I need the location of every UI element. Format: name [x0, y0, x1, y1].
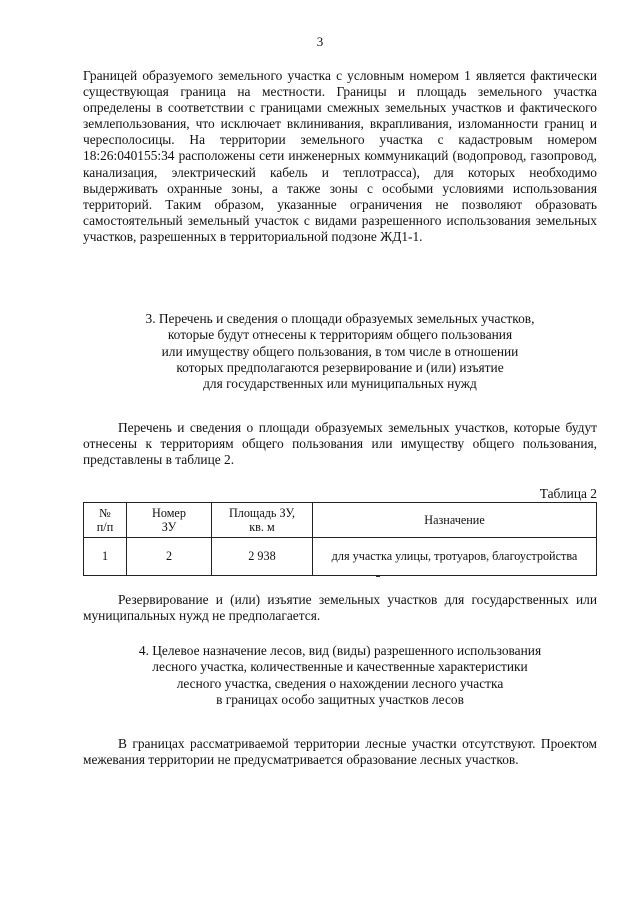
section-3-heading-line: или имуществу общего пользования, в том числе в отношении — [161, 343, 519, 359]
cell-plot-id: 2 — [127, 538, 212, 576]
header-cell-plot-id — [127, 503, 212, 538]
header-text: п/п — [96, 520, 114, 534]
section-4-heading-line: лесного участка, количественные и качественные характеристики — [152, 659, 528, 675]
section-3-heading — [83, 311, 597, 392]
section-4-heading-line: в границах особо защитных участков лесов — [216, 691, 464, 707]
divider-mark — [376, 576, 380, 577]
boundary-paragraph: Границей образуемого земельного участка с условным номером 1 является фактически существующая граница на местности. Границы и площадь земельного участка определены в соответствии с границами смежных земельных участков и фактического землепользования, что исключает вклинивания, вкрапливания, изломанности границ и чересполосицы. На территории земельного участка с кадастровым номером 18:26:040155:34 расположены сети инженерных коммуникаций (водопровод, газопровод, канализация, электрический кабель и теплотрасса), для которых необходимо выдерживать охранные зоны, а также зоны с особыми условиями использования территорий. Таким образом, указанные ограничения не позволяют образовать самостоятельный земельный участок с видами разрешенного использования земельных участков, разрешенных в территориальной подзоне ЖД1-1. — [83, 68, 597, 244]
header-text: № — [99, 506, 111, 520]
header-text: кв. м — [249, 520, 275, 534]
header-text: ЗУ — [161, 520, 177, 534]
header-text: Площадь ЗУ, — [228, 506, 296, 520]
cell-area: 2 938 — [212, 538, 313, 576]
section-3-heading-line: 3. Перечень и сведения о площади образуемых земельных участков, — [145, 311, 535, 326]
forest-paragraph: В границах рассматриваемой территории лесные участки отсутствуют. Проектом межевания территории не предусматривается образование лесных участков. — [83, 736, 597, 768]
header-cell-purpose: Назначение — [313, 503, 597, 538]
section-4-heading — [83, 643, 597, 708]
table-caption: Таблица 2 — [539, 486, 597, 501]
cell-number: 1 — [84, 538, 127, 576]
table-row — [84, 538, 597, 576]
section-3-heading-line: для государственных или муниципальных нужд — [203, 376, 477, 392]
land-plots-table — [83, 502, 597, 576]
table-header-row — [84, 503, 597, 538]
list-intro-paragraph: Перечень и сведения о площади образуемых земельных участков, которые будут отнесены к территориям общего пользования или имуществу общего пользования, представлены в таблице 2. — [83, 420, 597, 468]
section-3-heading-line: которые будут отнесены к территориям общего пользования — [167, 327, 513, 343]
section-4-heading-line: лесного участка, сведения о нахождении лесного участка — [176, 675, 504, 691]
header-cell-number — [84, 503, 127, 538]
header-text: Номер — [152, 506, 186, 520]
section-3-heading-line: которых предполагаются резервирование и (или) изъятие — [176, 359, 504, 375]
cell-purpose: для участка улицы, тротуаров, благоустройства — [313, 538, 597, 576]
page-number: 3 — [316, 34, 324, 49]
reservation-paragraph: Резервирование и (или) изъятие земельных участков для государственных или муниципальных нужд не предполагается. — [83, 592, 597, 624]
section-4-heading-line: 4. Целевое назначение лесов, вид (виды) разрешенного использования — [138, 643, 542, 658]
header-cell-area — [212, 503, 313, 538]
